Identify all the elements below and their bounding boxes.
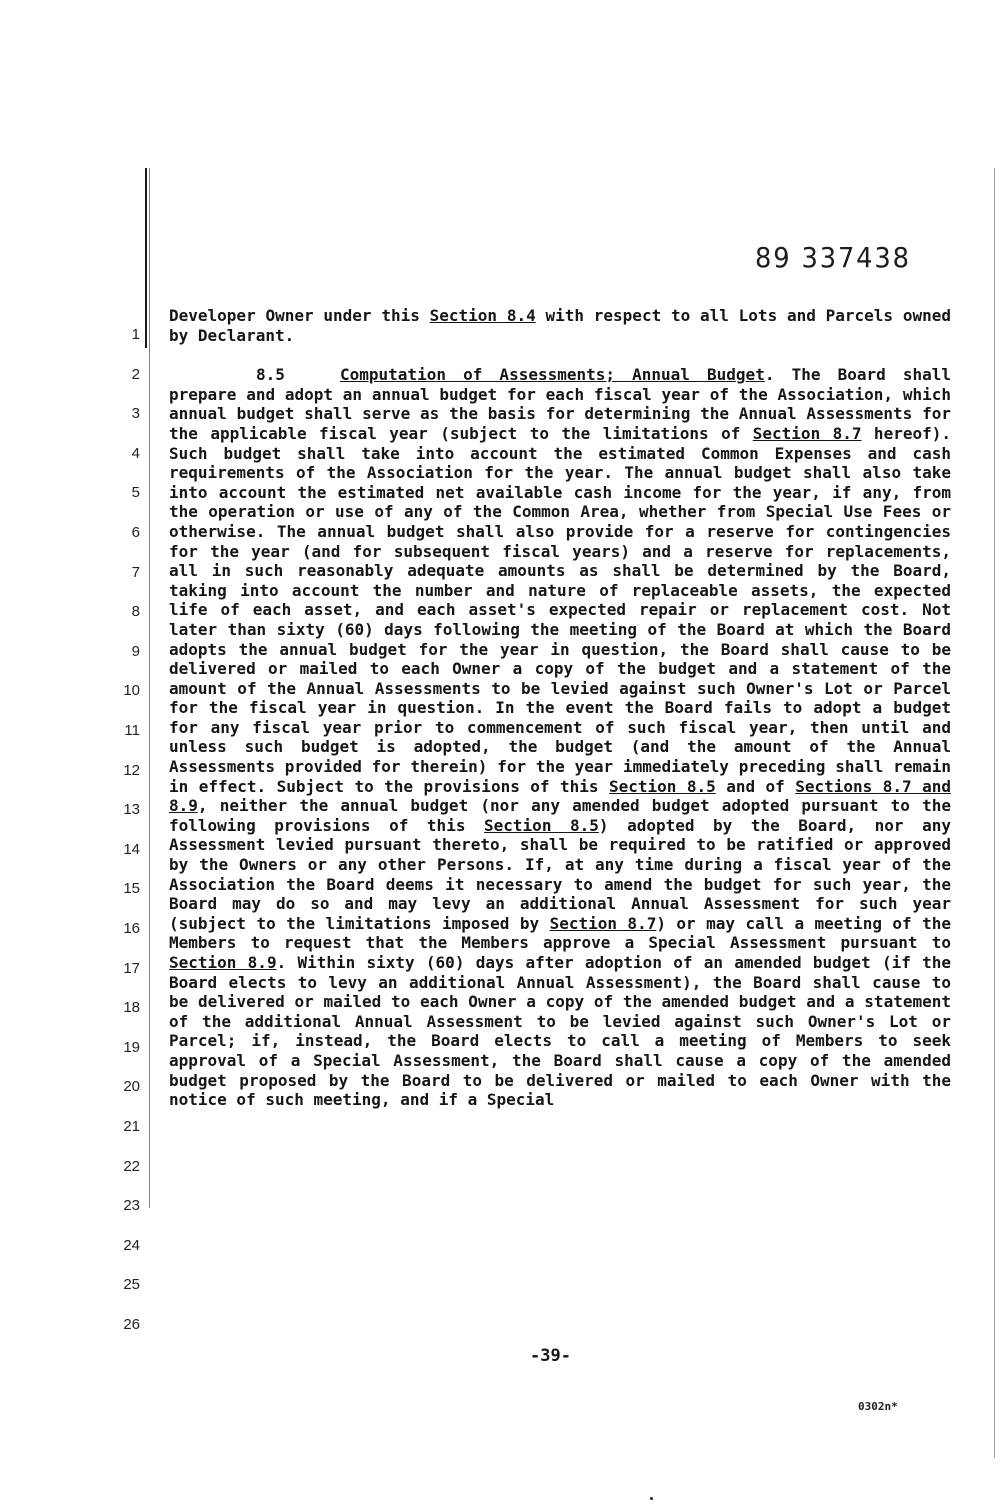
document-code: 0302n* [858, 1400, 898, 1413]
section-reference: Section 8.4 [429, 306, 536, 325]
recording-number: 89 337438 [755, 241, 911, 274]
section-text: . Within sixty (60) days after adoption of an amended budget (if the Board elects to levy an additional Annual Assessment), the Board shall cause to be delivered or mailed to each Owner a copy of the amended budget and a statement of the additional Annual Assessment to be levied against such Owner's Lot or Parcel; if, instead, the Board elects to call a meeting of Members to seek approval of a Special Assessment, the Board shall cause a copy of the amended budget proposed by the Board to be delivered or mailed to each Owner with the notice of such meeting, and if a Special [169, 953, 951, 1110]
section-8-5-paragraph [169, 365, 951, 1110]
line-number: 19 [123, 1038, 140, 1056]
line-number: 7 [131, 563, 140, 581]
line-number: 26 [123, 1316, 140, 1333]
line-number: 11 [124, 722, 140, 739]
body-text [169, 306, 951, 1110]
line-number: 14 [123, 840, 140, 858]
line-number: 25 [123, 1276, 140, 1294]
line-number: 23 [123, 1197, 140, 1215]
section-reference: Section 8.7 [549, 913, 657, 933]
section-text: hereof). Such budget shall take into account the estimated Common Expenses and cash requirements of the Association for the year. The annual budget shall also take into account the estimated net available cash income for the year, if any, from the operation or use of any of the Common Area, whether from Special Use Fees or otherwise. The annual budget shall also provide for a reserve for contingencies for the year (and for subsequent fiscal years) and a reserve for replacements, all in such reasonably adequate amounts as shall be determined by the Board, taking into account the number and nature of replaceable assets, the expected life of each asset, and each asset's expected repair or replacement cost. Not later than sixty (60) days following the meeting of the Board at which the Board adopts the annual budget for the year in question, the Board shall cause to be delivered or mailed to each Owner a copy of the budget and a statement of the amount of the Annual Assessments to be levied against such Owner's Lot or Parcel for the fiscal year in question. In the event the Board fails to adopt a budget for any fiscal year prior to commencement of such fiscal year, then until and unless such budget is adopted, the budget (and the amount of the Annual Assessments provided for therein) for the year immediately preceding shall remain in effect. Subject to the provisions of this [169, 423, 951, 796]
section-reference: Section 8.7 [752, 423, 862, 443]
section-reference: Section 8.9 [169, 953, 277, 972]
right-margin-rule [994, 168, 995, 1458]
section-text: . The Board shall prepare and adopt an annual budget for each fiscal year of the Association, which annual budget shall serve as the basis for determining the Annual Assessments for the applicable fiscal year (subject to the limitations of [169, 365, 951, 443]
section-text: ) or may call a meeting of the Members to request that the Members approve a Special Assessment pursuant to [169, 913, 952, 953]
section-title: Computation of Assessments; Annual Budget [340, 365, 765, 385]
line-number: 4 [131, 444, 140, 462]
line-number: 18 [123, 999, 140, 1017]
line-number: 2 [131, 365, 140, 383]
line-number: 24 [123, 1236, 140, 1254]
scan-speck [650, 1497, 653, 1500]
line-number: 3 [131, 405, 140, 423]
line-number: 1 [131, 326, 140, 343]
line-number: 22 [123, 1157, 140, 1175]
section-text: , neither the annual budget (nor any amended budget adopted pursuant to the following provisions of this [169, 796, 951, 835]
section-reference: Sections 8.7 and 8.9 [169, 776, 951, 816]
section-text: and of [715, 776, 796, 796]
line-number: 10 [123, 682, 140, 700]
line-number: 6 [131, 524, 140, 541]
line-number: 15 [123, 880, 140, 898]
line-number: 12 [123, 761, 140, 779]
opening-text: Developer Owner under this [169, 306, 430, 325]
line-number: 21 [123, 1118, 140, 1135]
opening-text-end: with respect to all Lots and Parcels owned by Declarant. [169, 306, 951, 345]
line-number: 13 [123, 801, 140, 819]
line-number: 5 [131, 484, 140, 502]
page-number: -39- [530, 1346, 571, 1366]
section-text: ) adopted by the Board, nor any Assessment levied pursuant thereto, shall be required to be ratified or approved by the Owners or any other Persons. If, at any time during a fiscal year of the Association the Board deems it necessary to amend the budget for such year, the Board may do so and may levy an additional Annual Assessment for such year (subject to the limitations imposed by [169, 815, 951, 933]
line-number: 8 [131, 603, 140, 621]
line-number: 20 [123, 1078, 140, 1096]
section-reference: Section 8.5 [608, 776, 716, 796]
line-number: 17 [123, 959, 140, 977]
left-margin-rule [145, 168, 147, 348]
left-margin-rule-secondary [149, 168, 150, 1208]
opening-paragraph [169, 306, 951, 345]
line-number: 9 [131, 642, 140, 660]
section-number: 8.5 [256, 365, 285, 385]
line-number: 16 [123, 920, 140, 937]
section-reference: Section 8.5 [484, 815, 599, 835]
